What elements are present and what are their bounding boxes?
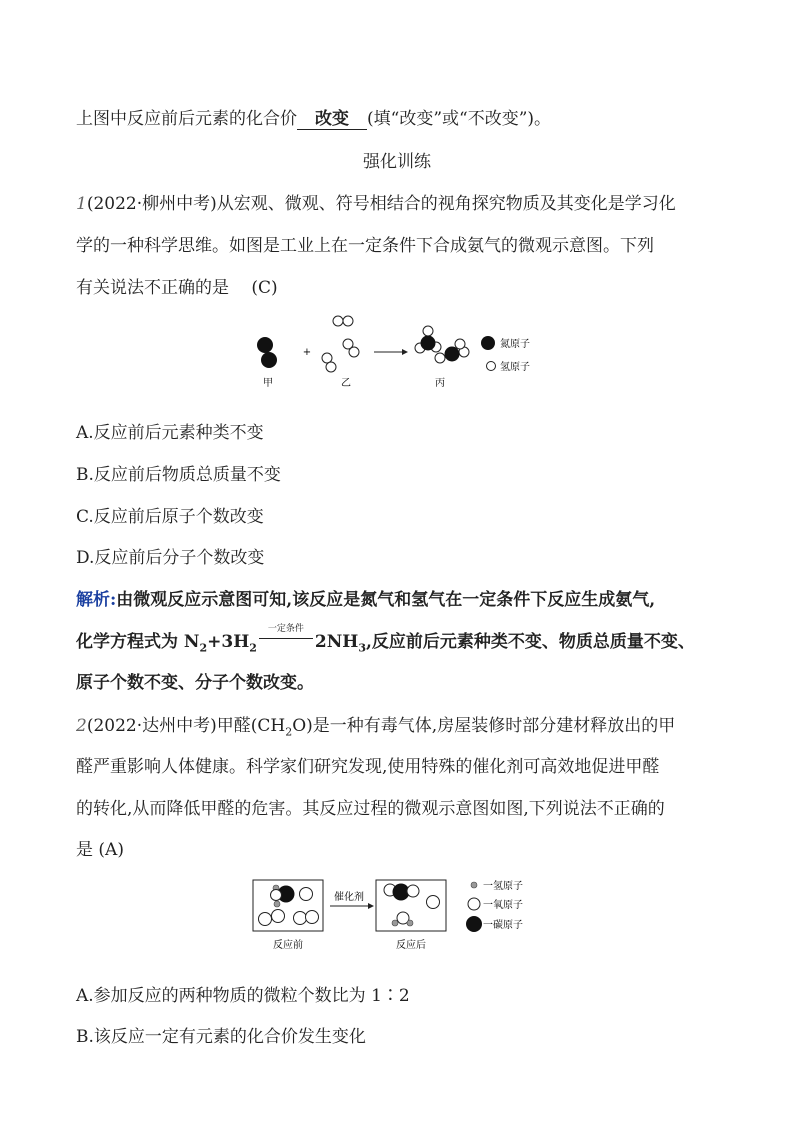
label-yi: 乙 xyxy=(341,378,351,389)
section-title: 强化训练 xyxy=(363,152,431,172)
nitrogen-atom xyxy=(261,352,277,368)
q2-option-b: B.该反应一定有元素的化合价发生变化 xyxy=(76,1027,366,1047)
legend-carbon-icon xyxy=(466,916,482,932)
fill-blank-line xyxy=(76,104,551,130)
label-jia: 甲 xyxy=(263,378,273,389)
q1-option-a: A.反应前后元素种类不变 xyxy=(76,423,264,443)
label-after: 反应后 xyxy=(396,940,426,951)
legend-oxygen-icon xyxy=(468,898,480,910)
analysis-equation-line xyxy=(76,624,695,655)
q1-text1: (2022·柳州中考)从宏观、微观、符号相结合的视角探究物质及其变化是学习化 xyxy=(86,194,676,214)
nitrogen-atom xyxy=(257,337,273,353)
q1-number: 1 xyxy=(76,194,87,214)
q1-option-b: B.反应前后物质总质量不变 xyxy=(76,465,281,485)
equation-subscript: 2 xyxy=(199,641,208,655)
equation-subscript: 2 xyxy=(249,641,257,655)
q1-option-c: C.反应前后原子个数改变 xyxy=(76,507,264,527)
catalyst-label: 催化剂 xyxy=(334,892,364,903)
reaction-condition: 一定条件 xyxy=(267,624,304,634)
formula-subscript: 2 xyxy=(285,725,293,739)
blank-prefix: 上图中反应前后元素的化合价 xyxy=(76,109,297,129)
q1-line2: 学的一种科学思维。如图是工业上在一定条件下合成氨气的微观示意图。下列 xyxy=(76,236,654,256)
q2-line3: 的转化,从而降低甲醛的危害。其反应过程的微观示意图如图,下列说法不正确的 xyxy=(76,799,665,819)
analysis-text2: ,反应前后元素种类不变、物质总质量不变、 xyxy=(366,632,695,652)
analysis-line1 xyxy=(76,585,655,610)
q2-text1a: (2022·达州中考)甲醛(CH xyxy=(86,716,286,736)
legend-hydrogen-icon xyxy=(487,362,496,371)
legend-oxygen-label: 一氧原子 xyxy=(483,900,523,911)
equation-part: 化学方程式为 N xyxy=(76,632,200,652)
q1-reaction-diagram xyxy=(250,310,550,392)
q2-line2: 醛严重影响人体健康。科学家们研究发现,使用特殊的催化剂可高效地促进甲醛 xyxy=(76,757,660,777)
legend-carbon-label: 一碳原子 xyxy=(483,920,523,931)
q2-option-a: A.参加反应的两种物质的微粒个数比为 1∶2 xyxy=(76,986,410,1006)
analysis-label: 解析: xyxy=(76,590,117,610)
analysis-text1: 由微观反应示意图可知,该反应是氮气和氢气在一定条件下反应生成氨气, xyxy=(116,590,656,610)
q1-line3: 有关说法不正确的是 (C) xyxy=(76,278,278,298)
q2-reaction-diagram xyxy=(250,876,550,952)
legend-hydrogen-label: 氢原子 xyxy=(500,362,530,373)
analysis-line3: 原子个数不变、分子个数改变。 xyxy=(76,673,314,693)
equation-part: +3H xyxy=(207,632,250,652)
q2-number: 2 xyxy=(76,716,87,736)
blank-suffix: (填“改变”或“不改变”)。 xyxy=(367,109,552,129)
q1-line1 xyxy=(76,189,676,214)
legend-nitrogen-label: 氮原子 xyxy=(500,339,530,350)
equation-product: 2NH xyxy=(314,632,359,652)
legend-hydrogen-icon xyxy=(471,882,477,888)
legend-nitrogen-icon xyxy=(481,336,495,350)
blank-answer: 改变 xyxy=(297,104,367,130)
legend-hydrogen-label: 一氢原子 xyxy=(483,881,523,892)
reaction-condition-arrow xyxy=(257,624,315,649)
label-bing: 丙 xyxy=(435,378,445,389)
q2-text1b: O)是一种有毒气体,房屋装修时部分建材释放出的甲 xyxy=(292,716,676,736)
equation-subscript: 3 xyxy=(358,641,367,655)
q2-line1 xyxy=(76,711,675,738)
q1-option-d: D.反应前后分子个数改变 xyxy=(76,548,265,568)
plus-sign: + xyxy=(302,347,312,358)
q2-line4: 是 (A) xyxy=(76,840,124,860)
label-before: 反应前 xyxy=(273,940,303,951)
